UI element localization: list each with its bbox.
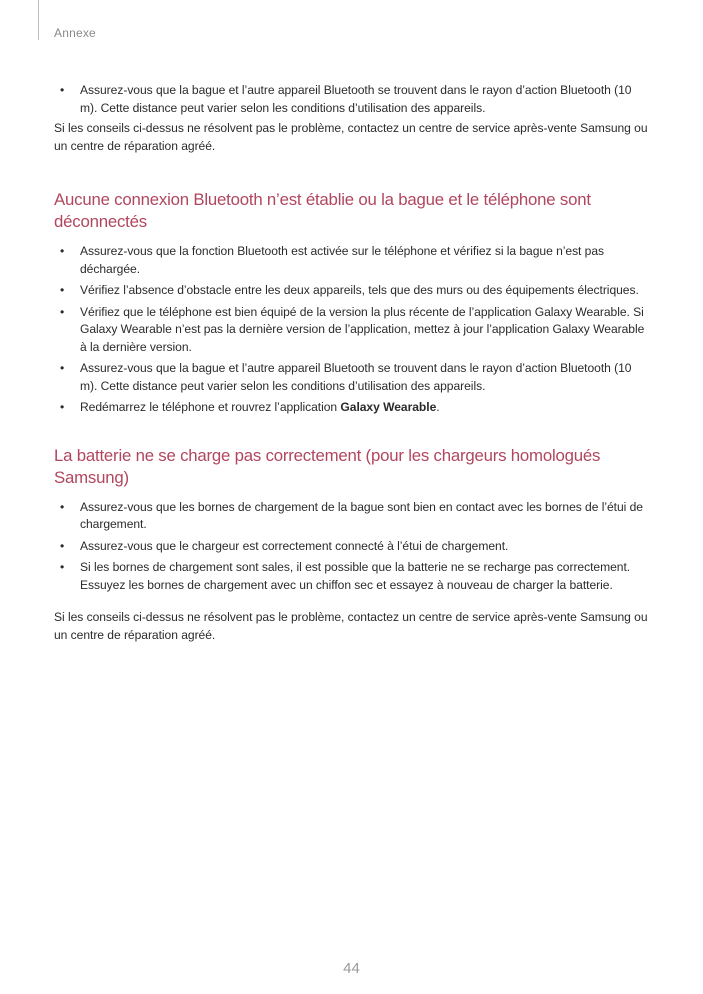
bullet-icon: • xyxy=(60,361,65,375)
list-item xyxy=(54,360,650,395)
bullet-icon: • xyxy=(60,400,65,414)
list-item xyxy=(54,399,650,417)
page-content xyxy=(54,82,650,644)
list-item xyxy=(54,282,650,300)
list-item xyxy=(54,559,650,594)
list-item-text-suffix: . xyxy=(436,400,440,414)
bullet-icon: • xyxy=(60,304,65,319)
list-item-text: Si les bornes de chargement sont sales, il est possible que la batterie ne se recharge pas correctement. Essuyez les bornes de chargement avec un chiffon sec et essayez à nouveau de charger la batterie. xyxy=(80,560,631,592)
list-item xyxy=(54,499,650,534)
intro-bullet-list xyxy=(54,82,650,117)
bullet-icon: • xyxy=(60,560,65,574)
bullet-icon: • xyxy=(60,538,65,553)
bluetooth-bullet-list xyxy=(54,243,650,417)
bullet-icon: • xyxy=(60,83,65,97)
battery-closing-paragraph: Si les conseils ci-dessus ne résolvent pas le problème, contactez un centre de service après-vente Samsung ou un centre de réparation agréé. xyxy=(54,610,648,642)
list-item xyxy=(54,538,650,556)
list-item xyxy=(54,243,650,278)
list-item-text: Assurez-vous que la fonction Bluetooth est activée sur le téléphone et vérifiez si la bague n’est pas déchargée. xyxy=(80,244,605,276)
bullet-icon: • xyxy=(60,244,65,258)
section-header: Annexe xyxy=(54,26,96,40)
section-title-battery: La batterie ne se charge pas correctement (pour les chargeurs homologués Samsung) xyxy=(54,445,601,487)
list-item-text: Assurez-vous que la bague et l’autre appareil Bluetooth se trouvent dans le rayon d’action Bluetooth (10 m). Cette distance peut varier selon les conditions d’utilisation des appareils. xyxy=(80,83,632,115)
battery-bullet-list xyxy=(54,499,650,595)
header-divider xyxy=(38,0,39,40)
list-item-text: Assurez-vous que la bague et l’autre appareil Bluetooth se trouvent dans le rayon d’action Bluetooth (10 m). Cette distance peut varier selon les conditions d’utilisation des appareils. xyxy=(80,361,632,393)
intro-closing-paragraph: Si les conseils ci-dessus ne résolvent pas le problème, contactez un centre de service après-vente Samsung ou un centre de réparation agréé. xyxy=(54,121,648,153)
list-item-text-prefix: Redémarrez le téléphone et rouvrez l’application xyxy=(80,400,341,414)
bullet-icon: • xyxy=(60,499,65,514)
list-item-text: Assurez-vous que les bornes de chargement de la bague sont bien en contact avec les bornes de l’étui de chargement. xyxy=(80,499,643,531)
list-item xyxy=(54,82,650,117)
bullet-icon: • xyxy=(60,283,65,297)
list-item-text: Vérifiez que le téléphone est bien équipé de la version la plus récente de l’application Galaxy Wearable. Si Galaxy Wearable n’est pas la dernière version de l’application, mettez à jour l’application Galaxy Wearable à la dernière version. xyxy=(80,304,645,354)
list-item-text: Vérifiez l’absence d’obstacle entre les deux appareils, tels que des murs ou des équipements électriques. xyxy=(80,283,639,297)
page-number: 44 xyxy=(343,960,360,977)
section-title-bluetooth: Aucune connexion Bluetooth n’est établie ou la bague et le téléphone sont déconnectés xyxy=(54,190,591,231)
list-item-text: Assurez-vous que le chargeur est correctement connecté à l’étui de chargement. xyxy=(80,538,509,553)
app-name-galaxy-wearable: Galaxy Wearable xyxy=(340,400,437,414)
list-item xyxy=(54,304,650,357)
